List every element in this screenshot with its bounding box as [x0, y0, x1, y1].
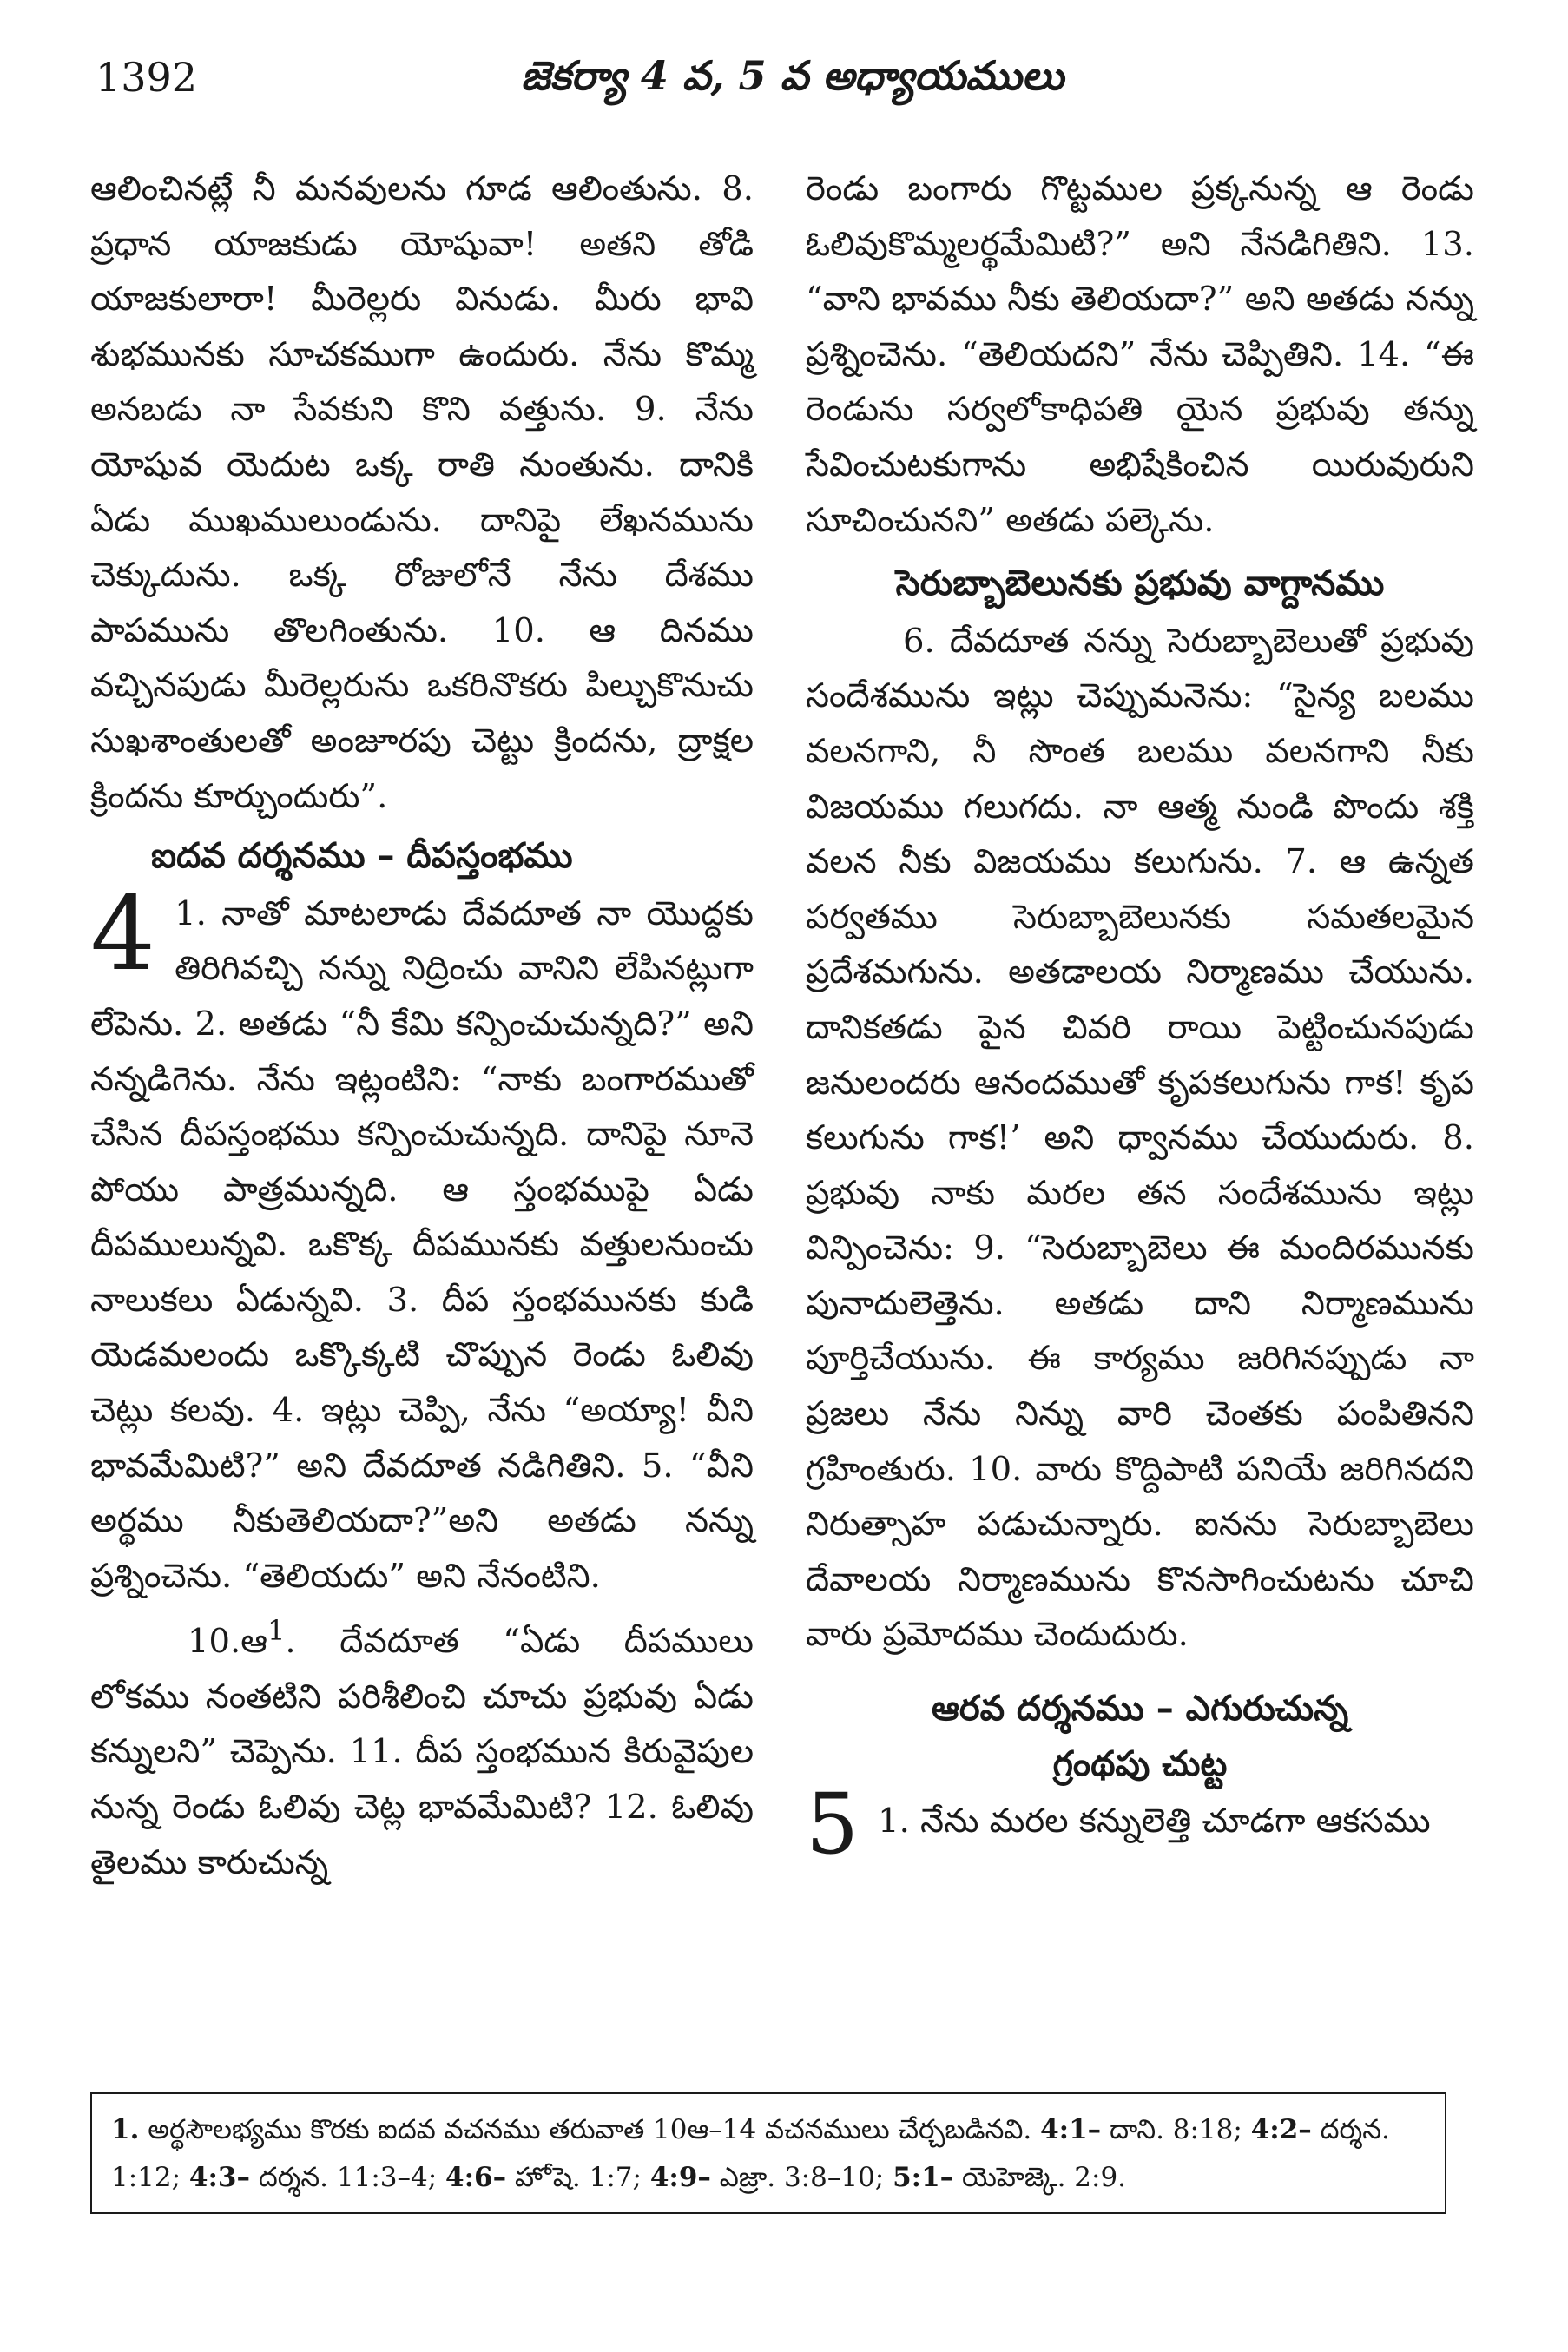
ref-label: 4:6– — [445, 2162, 507, 2193]
chapter-5-block — [806, 1776, 1474, 1874]
ref-label: 4:2– — [1250, 2114, 1312, 2145]
ref-text: దర్శన. 11:3–4; — [250, 2162, 446, 2193]
paragraph-promise: 6. దేవదూత నన్ను సెరుబ్బాబెలుతో ప్రభువు సందేశమును ఇట్లు చెప్పుమనెను: “సైన్య బలము వలనగాని, నీ సొంత బలము వలనగాని నీకు విజయము గలుగదు. నా ఆత్మ నుండి పొందు శక్తి వలన నీకు విజయము కలుగును. 7. ఆ ఉన్నత పర్వతము సెరుబ్బాబెలునకు సమతలమైన ప్రదేశమగును. అతడాలయ నిర్మాణము చేయును. దానికతడు పైన చివరి రాయి పెట్టించునపుడు జనులందరు ఆనందముతో కృపకలుగును గాక! కృప కలుగును గాక!’ అని ధ్వానము చేయుదురు. 8. ప్రభువు నాకు మరల తన సందేశమును ఇట్లు విన్పించెను: 9. “సెరుబ్బాబెలు ఈ మందిరమునకు పునాదులెత్తెను. అతడు దాని నిర్మాణమును పూర్తిచేయును. ఈ కార్యము జరిగినప్పుడు నా ప్రజలు నేను నిన్ను వారి చెంతకు పంపితినని గ్రహింతురు. 10. వారు కొద్దిపాటి పనియే జరిగినదని నిరుత్సాహ పడుచున్నారు. ఐనను సెరుబ్బాబెలు దేవాలయ నిర్మాణమును కొనసాగించుటను చూచి వారు ప్రమోదము చెందుదురు. — [806, 621, 1474, 1655]
right-column — [806, 161, 1474, 1874]
running-head: జెకర్యా 4 వ, 5 వ అధ్యాయములు — [521, 52, 1064, 99]
ref-text: ఎజ్రా. 3:8–10; — [710, 2162, 893, 2193]
ref-label: 4:9– — [649, 2162, 711, 2193]
chapter-4-block — [90, 873, 754, 1604]
ref-label: 5:1– — [893, 2162, 954, 2193]
footnote-text: అర్థసౌలభ్యము కొరకు ఐదవ వచనము తరువాత 10ఆ–14 వచనములు చేర్చబడినవి. — [139, 2114, 1041, 2145]
left-column — [90, 161, 754, 1890]
ref-text: యెహెజ్కె. 2:9. — [953, 2162, 1127, 2193]
ref-text: దాని. 8:18; — [1101, 2114, 1251, 2145]
paragraph-verse-10 — [90, 1604, 754, 1890]
ref-label: 4:3– — [188, 2162, 251, 2193]
footnote-marker: 1. — [111, 2114, 140, 2145]
ref-label: 4:1– — [1040, 2114, 1102, 2145]
ref-text: దర్శన. 1:12; — [111, 2114, 1390, 2193]
footnote-box — [90, 2092, 1446, 2214]
verse-10-lead: 10.ఆ — [188, 1622, 267, 1662]
paragraph-continued: రెండు బంగారు గొట్టముల ప్రక్కనున్న ఆ రెండు ఓలివుకొమ్మలర్థమేమిటి?” అని నేనడిగితిని. 13. “వాని భావము నీకు తెలియదా?” అని అతడు నన్ను ప్రశ్నించెను. “తెలియదని” నేను చెప్పితిని. 14. “ఈ రెండును సర్వలోకాధిపతి యైన ప్రభువు తన్ను సేవించుటకుగాను అభిషేకించిన యిరువురుని సూచించునని” అతడు పల్కెను. — [806, 169, 1474, 540]
section-heading-promise: సెరుబ్బాబెలునకు ప్రభువు వాగ్దానము — [895, 563, 1385, 604]
paragraph-intro: ఆలించినట్లే నీ మనవులను గూడ ఆలింతును. 8. ప్రధాన యాజకుడు యోషువా! అతని తోడి యాజకులారా! మీరెల్లరు వినుడు. మీరు భావి శుభమునకు సూచకముగా ఉందురు. నేను కొమ్మ అనబడు నా సేవకుని కొని వత్తును. 9. నేను యోషువ యెదుట ఒక్క రాతి నుంతును. దానికి ఏడు ముఖములుండును. దానిపై లేఖనమును చెక్కుదును. ఒక్క రోజులోనే నేను దేశము పాపమును తొలగింతును. 10. ఆ దినము వచ్చినపుడు మీరెల్లరును ఒకరినొకరు పిల్చుకొనుచు సుఖశాంతులతో అంజూరపు చెట్టు క్రిందను, ద్రాక్షల క్రిందను కూర్చుందురు”. — [90, 169, 754, 816]
section-heading-fifth-vision: ఐదవ దర్శనము – దీపస్తంభము — [151, 836, 573, 877]
chapter-number-4: 4 — [90, 873, 156, 993]
paragraph-chapter-4: 1. నాతో మాటలాడు దేవదూత నా యొద్దకు తిరిగివచ్చి నన్ను నిద్రించు వానిని లేపినట్లుగా లేపెను. 2. అతడు “నీ కేమి కన్పించుచున్నది?” అని నన్నడిగెను. నేను ఇట్లంటిని: “నాకు బంగారముతో చేసిన దీపస్తంభము కన్పించుచున్నది. దానిపై నూనె పోయు పాత్రమున్నది. ఆ స్తంభముపై ఏడు దీపములున్నవి. ఒకొక్క దీపమునకు వత్తులనుంచు నాలుకలు ఏడున్నవి. 3. దీప స్తంభమునకు కుడి యెడమలందు ఒక్కొక్కటి చొప్పున రెండు ఓలివు చెట్లు కలవు. 4. ఇట్లు చెప్పి, నేను “అయ్యా! వీని భావమేమిటి?” అని దేవదూత నడిగితిని. 5. “వీని అర్థము నీకుతెలియదా?”అని అతడు నన్ను ప్రశ్నించెను. “తెలియదు” అని నేనంటిని. — [90, 893, 754, 1596]
footnote-reference: 1 — [267, 1614, 286, 1648]
ref-text: హోషె. 1:7; — [506, 2162, 650, 2193]
heading-line-1: ఆరవ దర్శనము – ఎగురుచున్న — [931, 1689, 1349, 1729]
heading-line-2: గ్రంథపు చుట్ట — [1052, 1743, 1228, 1784]
chapter-number-5: 5 — [806, 1776, 860, 1874]
section-heading-sixth-vision — [806, 1682, 1474, 1792]
page-number: 1392 — [96, 54, 198, 101]
verse-10-text: . దేవదూత “ఏడు దీపములు లోకము నంతటిని పరిశీలించి చూచు ప్రభువు ఏడు కన్నులని” చెప్పెను. 11. దీప స్తంభమున కిరువైపుల నున్న రెండు ఓలివు చెట్ల భావమేమిటి? 12. ఓలివు తైలము కారుచున్న — [90, 1622, 754, 1882]
paragraph-chapter-5: 1. నేను మరల కన్నులెత్తి చూడగా ఆకసము — [878, 1802, 1431, 1841]
